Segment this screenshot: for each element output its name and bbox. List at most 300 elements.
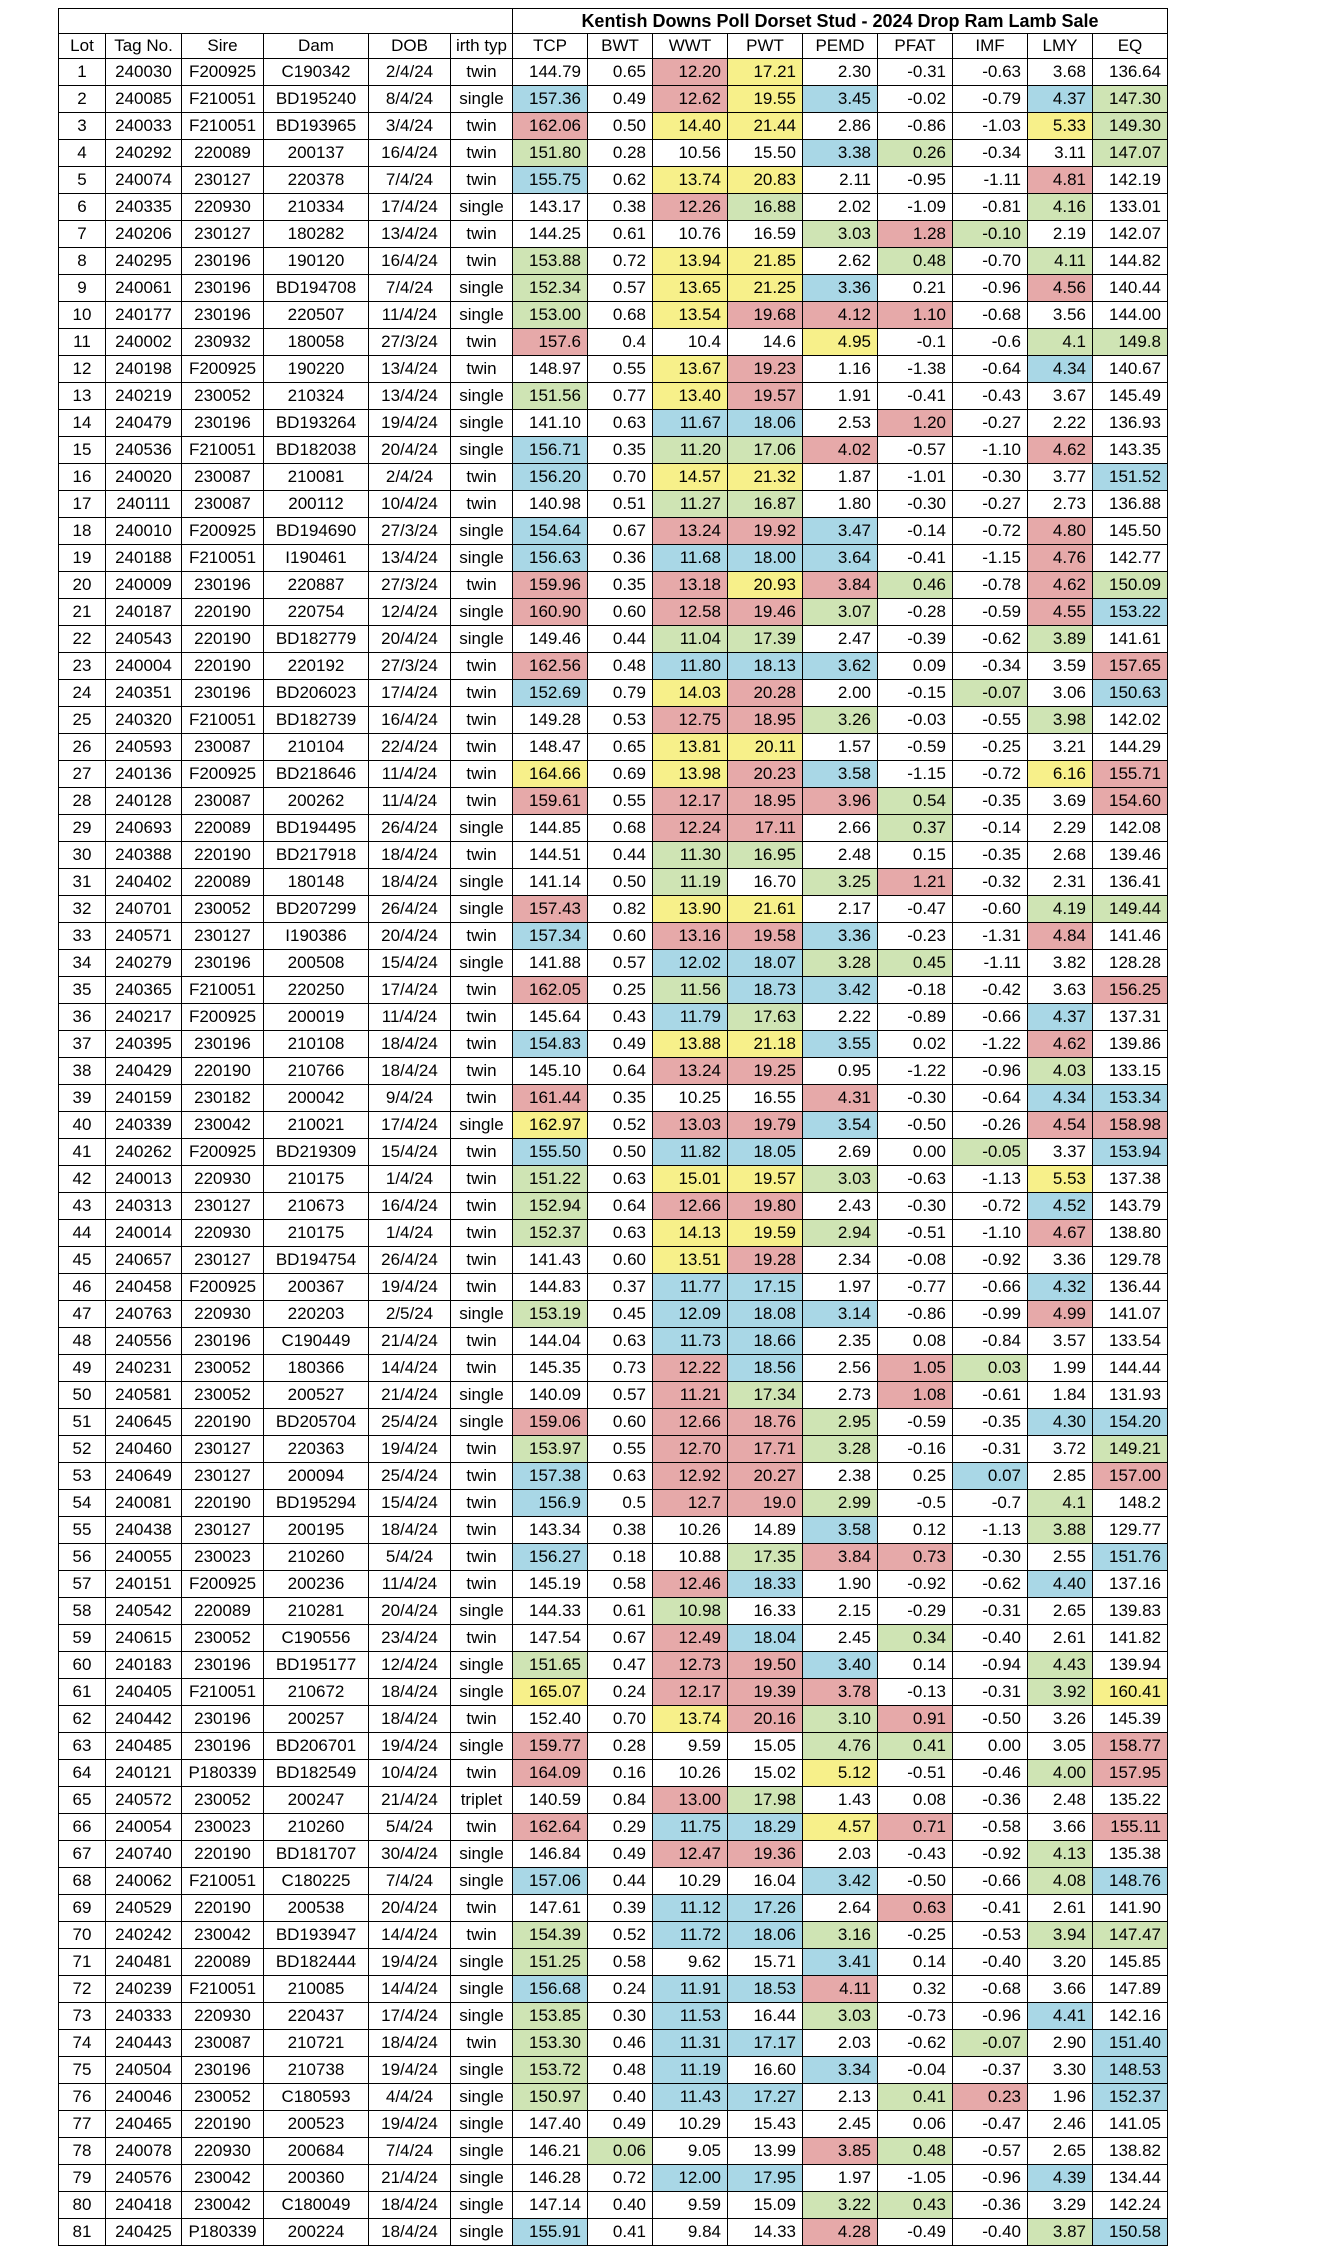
cell-pfat: 0.09 bbox=[878, 653, 953, 680]
cell-sire: 230127 bbox=[182, 1193, 264, 1220]
cell-lmy: 4.16 bbox=[1028, 194, 1093, 221]
cell-pwt: 20.27 bbox=[728, 1463, 803, 1490]
cell-lmy: 4.03 bbox=[1028, 1058, 1093, 1085]
cell-tag: 240320 bbox=[106, 707, 182, 734]
cell-sire: 230196 bbox=[182, 410, 264, 437]
cell-pemd: 3.14 bbox=[803, 1301, 878, 1328]
cell-dam: 210721 bbox=[264, 2030, 369, 2057]
cell-wwt: 12.02 bbox=[653, 950, 728, 977]
header-pemd: PEMD bbox=[803, 34, 878, 59]
cell-tag: 240242 bbox=[106, 1922, 182, 1949]
cell-bwt: 0.49 bbox=[588, 2111, 653, 2138]
cell-dam: 210766 bbox=[264, 1058, 369, 1085]
cell-tag: 240292 bbox=[106, 140, 182, 167]
cell-pwt: 18.00 bbox=[728, 545, 803, 572]
cell-birth-type: single bbox=[451, 1409, 513, 1436]
cell-tag: 240206 bbox=[106, 221, 182, 248]
cell-pfat: 0.21 bbox=[878, 275, 953, 302]
cell-pfat: 0.41 bbox=[878, 2084, 953, 2111]
cell-eq: 143.35 bbox=[1093, 437, 1168, 464]
cell-eq: 151.76 bbox=[1093, 1544, 1168, 1571]
table-row bbox=[59, 2192, 1168, 2219]
cell-wwt: 13.16 bbox=[653, 923, 728, 950]
cell-pfat: 0.54 bbox=[878, 788, 953, 815]
cell-birth-type: single bbox=[451, 518, 513, 545]
cell-eq: 157.65 bbox=[1093, 653, 1168, 680]
cell-pfat: -0.63 bbox=[878, 1166, 953, 1193]
cell-sire: 230087 bbox=[182, 2030, 264, 2057]
cell-tcp: 148.47 bbox=[513, 734, 588, 761]
cell-pfat: -1.22 bbox=[878, 1058, 953, 1085]
cell-pwt: 18.07 bbox=[728, 950, 803, 977]
cell-sire: F210051 bbox=[182, 707, 264, 734]
cell-dob: 19/4/24 bbox=[369, 1274, 451, 1301]
cell-pemd: 3.85 bbox=[803, 2138, 878, 2165]
cell-tcp: 141.10 bbox=[513, 410, 588, 437]
cell-lot: 40 bbox=[59, 1112, 106, 1139]
cell-tcp: 143.34 bbox=[513, 1517, 588, 1544]
cell-pfat: -0.92 bbox=[878, 1571, 953, 1598]
cell-sire: 230052 bbox=[182, 1787, 264, 1814]
cell-sire: F200925 bbox=[182, 518, 264, 545]
cell-eq: 144.44 bbox=[1093, 1355, 1168, 1382]
cell-tag: 240177 bbox=[106, 302, 182, 329]
cell-pfat: 0.15 bbox=[878, 842, 953, 869]
cell-tag: 240033 bbox=[106, 113, 182, 140]
cell-tag: 240581 bbox=[106, 1382, 182, 1409]
cell-pwt: 13.99 bbox=[728, 2138, 803, 2165]
cell-sire: 220930 bbox=[182, 2003, 264, 2030]
cell-sire: 220190 bbox=[182, 1058, 264, 1085]
table-row bbox=[59, 383, 1168, 410]
cell-birth-type: single bbox=[451, 626, 513, 653]
cell-pemd: 4.95 bbox=[803, 329, 878, 356]
cell-pemd: 3.55 bbox=[803, 1031, 878, 1058]
cell-sire: F210051 bbox=[182, 86, 264, 113]
cell-birth-type: twin bbox=[451, 1571, 513, 1598]
table-row bbox=[59, 599, 1168, 626]
cell-dob: 18/4/24 bbox=[369, 1031, 451, 1058]
cell-tag: 240061 bbox=[106, 275, 182, 302]
cell-wwt: 14.03 bbox=[653, 680, 728, 707]
cell-tcp: 145.10 bbox=[513, 1058, 588, 1085]
cell-pemd: 3.42 bbox=[803, 977, 878, 1004]
cell-tcp: 145.19 bbox=[513, 1571, 588, 1598]
cell-dob: 8/4/24 bbox=[369, 86, 451, 113]
cell-pemd: 3.84 bbox=[803, 572, 878, 599]
cell-tag: 240418 bbox=[106, 2192, 182, 2219]
cell-imf: -0.60 bbox=[953, 896, 1028, 923]
cell-birth-type: twin bbox=[451, 140, 513, 167]
cell-wwt: 13.67 bbox=[653, 356, 728, 383]
cell-dob: 18/4/24 bbox=[369, 842, 451, 869]
cell-lot: 13 bbox=[59, 383, 106, 410]
cell-dam: 200360 bbox=[264, 2165, 369, 2192]
cell-bwt: 0.28 bbox=[588, 1733, 653, 1760]
cell-wwt: 13.51 bbox=[653, 1247, 728, 1274]
cell-bwt: 0.38 bbox=[588, 194, 653, 221]
cell-pemd: 2.86 bbox=[803, 113, 878, 140]
cell-dam: 200019 bbox=[264, 1004, 369, 1031]
table-row bbox=[59, 1463, 1168, 1490]
table-row bbox=[59, 329, 1168, 356]
cell-pemd: 3.42 bbox=[803, 1868, 878, 1895]
cell-sire: 230052 bbox=[182, 1382, 264, 1409]
cell-tcp: 140.09 bbox=[513, 1382, 588, 1409]
cell-dam: 180058 bbox=[264, 329, 369, 356]
cell-bwt: 0.41 bbox=[588, 2219, 653, 2246]
table-row bbox=[59, 761, 1168, 788]
cell-eq: 158.98 bbox=[1093, 1112, 1168, 1139]
table-row bbox=[59, 545, 1168, 572]
cell-pfat: 0.41 bbox=[878, 1733, 953, 1760]
cell-pwt: 19.50 bbox=[728, 1652, 803, 1679]
cell-eq: 153.94 bbox=[1093, 1139, 1168, 1166]
cell-tcp: 144.33 bbox=[513, 1598, 588, 1625]
cell-sire: 220089 bbox=[182, 869, 264, 896]
cell-bwt: 0.49 bbox=[588, 1031, 653, 1058]
cell-wwt: 11.67 bbox=[653, 410, 728, 437]
cell-dam: C190342 bbox=[264, 59, 369, 86]
cell-imf: -0.66 bbox=[953, 1274, 1028, 1301]
cell-pemd: 2.62 bbox=[803, 248, 878, 275]
cell-lot: 33 bbox=[59, 923, 106, 950]
cell-pfat: 0.02 bbox=[878, 1031, 953, 1058]
cell-bwt: 0.58 bbox=[588, 1949, 653, 1976]
cell-eq: 142.77 bbox=[1093, 545, 1168, 572]
cell-imf: -0.92 bbox=[953, 1247, 1028, 1274]
cell-dam: C190556 bbox=[264, 1625, 369, 1652]
cell-tcp: 159.06 bbox=[513, 1409, 588, 1436]
cell-bwt: 0.53 bbox=[588, 707, 653, 734]
cell-sire: P180339 bbox=[182, 1760, 264, 1787]
cell-wwt: 13.65 bbox=[653, 275, 728, 302]
cell-tcp: 141.43 bbox=[513, 1247, 588, 1274]
cell-pwt: 20.11 bbox=[728, 734, 803, 761]
cell-dob: 17/4/24 bbox=[369, 680, 451, 707]
cell-dam: 200538 bbox=[264, 1895, 369, 1922]
cell-pemd: 3.40 bbox=[803, 1652, 878, 1679]
cell-imf: -0.40 bbox=[953, 2219, 1028, 2246]
cell-pwt: 20.83 bbox=[728, 167, 803, 194]
table-row bbox=[59, 437, 1168, 464]
cell-dob: 27/3/24 bbox=[369, 653, 451, 680]
table-row bbox=[59, 1409, 1168, 1436]
cell-tcp: 155.50 bbox=[513, 1139, 588, 1166]
cell-imf: -1.31 bbox=[953, 923, 1028, 950]
cell-wwt: 12.26 bbox=[653, 194, 728, 221]
cell-tcp: 153.00 bbox=[513, 302, 588, 329]
cell-lot: 25 bbox=[59, 707, 106, 734]
cell-tag: 240365 bbox=[106, 977, 182, 1004]
cell-pemd: 3.10 bbox=[803, 1706, 878, 1733]
cell-bwt: 0.48 bbox=[588, 653, 653, 680]
cell-pwt: 19.25 bbox=[728, 1058, 803, 1085]
cell-pwt: 18.56 bbox=[728, 1355, 803, 1382]
cell-lot: 19 bbox=[59, 545, 106, 572]
cell-pwt: 19.80 bbox=[728, 1193, 803, 1220]
cell-dam: C180049 bbox=[264, 2192, 369, 2219]
cell-pwt: 15.05 bbox=[728, 1733, 803, 1760]
cell-pfat: -0.41 bbox=[878, 383, 953, 410]
cell-eq: 138.82 bbox=[1093, 2138, 1168, 2165]
cell-pemd: 3.03 bbox=[803, 2003, 878, 2030]
cell-birth-type: single bbox=[451, 1841, 513, 1868]
cell-wwt: 10.56 bbox=[653, 140, 728, 167]
cell-lmy: 3.20 bbox=[1028, 1949, 1093, 1976]
table-row bbox=[59, 2084, 1168, 2111]
cell-tcp: 157.36 bbox=[513, 86, 588, 113]
cell-tcp: 156.63 bbox=[513, 545, 588, 572]
cell-wwt: 10.76 bbox=[653, 221, 728, 248]
cell-birth-type: twin bbox=[451, 491, 513, 518]
cell-birth-type: twin bbox=[451, 167, 513, 194]
cell-pwt: 18.76 bbox=[728, 1409, 803, 1436]
cell-birth-type: twin bbox=[451, 1895, 513, 1922]
cell-bwt: 0.63 bbox=[588, 1328, 653, 1355]
cell-imf: -0.34 bbox=[953, 653, 1028, 680]
cell-eq: 144.29 bbox=[1093, 734, 1168, 761]
cell-pemd: 3.78 bbox=[803, 1679, 878, 1706]
cell-pemd: 2.22 bbox=[803, 1004, 878, 1031]
cell-pwt: 17.17 bbox=[728, 2030, 803, 2057]
cell-pfat: -1.38 bbox=[878, 356, 953, 383]
table-row bbox=[59, 2138, 1168, 2165]
cell-pwt: 18.06 bbox=[728, 410, 803, 437]
cell-bwt: 0.67 bbox=[588, 518, 653, 545]
cell-lmy: 3.56 bbox=[1028, 302, 1093, 329]
cell-lmy: 5.53 bbox=[1028, 1166, 1093, 1193]
cell-lot: 36 bbox=[59, 1004, 106, 1031]
cell-sire: 230196 bbox=[182, 1328, 264, 1355]
cell-dob: 16/4/24 bbox=[369, 140, 451, 167]
cell-pfat: -0.08 bbox=[878, 1247, 953, 1274]
cell-imf: -0.96 bbox=[953, 2165, 1028, 2192]
cell-lmy: 3.88 bbox=[1028, 1517, 1093, 1544]
cell-lot: 9 bbox=[59, 275, 106, 302]
cell-wwt: 13.24 bbox=[653, 1058, 728, 1085]
cell-dam: 210738 bbox=[264, 2057, 369, 2084]
cell-pemd: 1.16 bbox=[803, 356, 878, 383]
cell-dob: 20/4/24 bbox=[369, 626, 451, 653]
cell-lot: 75 bbox=[59, 2057, 106, 2084]
cell-lmy: 4.41 bbox=[1028, 2003, 1093, 2030]
cell-bwt: 0.24 bbox=[588, 1679, 653, 1706]
table-row bbox=[59, 2003, 1168, 2030]
cell-tag: 240339 bbox=[106, 1112, 182, 1139]
cell-pwt: 19.36 bbox=[728, 1841, 803, 1868]
cell-tcp: 165.07 bbox=[513, 1679, 588, 1706]
cell-bwt: 0.50 bbox=[588, 1139, 653, 1166]
cell-tag: 240313 bbox=[106, 1193, 182, 1220]
table-row bbox=[59, 1625, 1168, 1652]
cell-dob: 11/4/24 bbox=[369, 302, 451, 329]
cell-bwt: 0.40 bbox=[588, 2192, 653, 2219]
cell-birth-type: single bbox=[451, 86, 513, 113]
cell-bwt: 0.68 bbox=[588, 815, 653, 842]
cell-pwt: 17.21 bbox=[728, 59, 803, 86]
cell-bwt: 0.37 bbox=[588, 1274, 653, 1301]
cell-dob: 18/4/24 bbox=[369, 869, 451, 896]
cell-pemd: 2.99 bbox=[803, 1490, 878, 1517]
header-eq: EQ bbox=[1093, 34, 1168, 59]
cell-birth-type: twin bbox=[451, 707, 513, 734]
cell-eq: 142.19 bbox=[1093, 167, 1168, 194]
cell-lmy: 2.48 bbox=[1028, 1787, 1093, 1814]
cell-pemd: 3.54 bbox=[803, 1112, 878, 1139]
cell-tag: 240615 bbox=[106, 1625, 182, 1652]
cell-tcp: 153.97 bbox=[513, 1436, 588, 1463]
cell-bwt: 0.50 bbox=[588, 869, 653, 896]
cell-tag: 240645 bbox=[106, 1409, 182, 1436]
cell-eq: 155.71 bbox=[1093, 761, 1168, 788]
cell-wwt: 12.70 bbox=[653, 1436, 728, 1463]
cell-tag: 240333 bbox=[106, 2003, 182, 2030]
table-row bbox=[59, 1571, 1168, 1598]
cell-lot: 35 bbox=[59, 977, 106, 1004]
cell-pfat: -1.05 bbox=[878, 2165, 953, 2192]
cell-bwt: 0.67 bbox=[588, 1625, 653, 1652]
cell-lot: 34 bbox=[59, 950, 106, 977]
cell-lot: 67 bbox=[59, 1841, 106, 1868]
cell-birth-type: single bbox=[451, 1868, 513, 1895]
table-row bbox=[59, 1112, 1168, 1139]
cell-lmy: 3.06 bbox=[1028, 680, 1093, 707]
cell-dob: 23/4/24 bbox=[369, 1625, 451, 1652]
header-dam: Dam bbox=[264, 34, 369, 59]
table-row bbox=[59, 815, 1168, 842]
cell-wwt: 11.21 bbox=[653, 1382, 728, 1409]
cell-sire: 230052 bbox=[182, 1625, 264, 1652]
cell-pfat: -0.49 bbox=[878, 2219, 953, 2246]
cell-sire: 220190 bbox=[182, 599, 264, 626]
cell-pfat: 0.48 bbox=[878, 248, 953, 275]
table-row bbox=[59, 1436, 1168, 1463]
cell-tcp: 152.40 bbox=[513, 1706, 588, 1733]
cell-dam: BD195240 bbox=[264, 86, 369, 113]
cell-pfat: 0.91 bbox=[878, 1706, 953, 1733]
cell-lot: 66 bbox=[59, 1814, 106, 1841]
cell-lot: 56 bbox=[59, 1544, 106, 1571]
cell-dob: 15/4/24 bbox=[369, 1139, 451, 1166]
cell-lot: 6 bbox=[59, 194, 106, 221]
cell-bwt: 0.4 bbox=[588, 329, 653, 356]
table-row bbox=[59, 221, 1168, 248]
cell-pfat: -1.15 bbox=[878, 761, 953, 788]
cell-pemd: 3.38 bbox=[803, 140, 878, 167]
cell-sire: 220089 bbox=[182, 815, 264, 842]
cell-tag: 240062 bbox=[106, 1868, 182, 1895]
cell-wwt: 9.05 bbox=[653, 2138, 728, 2165]
cell-lmy: 4.99 bbox=[1028, 1301, 1093, 1328]
cell-eq: 133.15 bbox=[1093, 1058, 1168, 1085]
cell-bwt: 0.44 bbox=[588, 1868, 653, 1895]
cell-pemd: 1.57 bbox=[803, 734, 878, 761]
cell-lot: 79 bbox=[59, 2165, 106, 2192]
cell-bwt: 0.84 bbox=[588, 1787, 653, 1814]
cell-lmy: 3.36 bbox=[1028, 1247, 1093, 1274]
cell-wwt: 11.20 bbox=[653, 437, 728, 464]
cell-imf: -0.31 bbox=[953, 1679, 1028, 1706]
cell-eq: 133.54 bbox=[1093, 1328, 1168, 1355]
cell-dob: 30/4/24 bbox=[369, 1841, 451, 1868]
cell-pfat: 1.28 bbox=[878, 221, 953, 248]
cell-dob: 14/4/24 bbox=[369, 1976, 451, 2003]
cell-dob: 11/4/24 bbox=[369, 788, 451, 815]
cell-wwt: 12.20 bbox=[653, 59, 728, 86]
cell-imf: -0.40 bbox=[953, 1625, 1028, 1652]
cell-pemd: 2.95 bbox=[803, 1409, 878, 1436]
table-row bbox=[59, 977, 1168, 1004]
cell-pemd: 3.26 bbox=[803, 707, 878, 734]
header-bwt: BWT bbox=[588, 34, 653, 59]
cell-pwt: 18.33 bbox=[728, 1571, 803, 1598]
cell-birth-type: twin bbox=[451, 113, 513, 140]
cell-tcp: 152.37 bbox=[513, 1220, 588, 1247]
cell-pemd: 2.11 bbox=[803, 167, 878, 194]
cell-pemd: 2.66 bbox=[803, 815, 878, 842]
cell-lmy: 4.81 bbox=[1028, 167, 1093, 194]
cell-pwt: 18.73 bbox=[728, 977, 803, 1004]
cell-lot: 76 bbox=[59, 2084, 106, 2111]
cell-dob: 15/4/24 bbox=[369, 1490, 451, 1517]
table-row bbox=[59, 194, 1168, 221]
cell-dob: 21/4/24 bbox=[369, 1382, 451, 1409]
cell-dam: 210672 bbox=[264, 1679, 369, 1706]
cell-dam: 210081 bbox=[264, 464, 369, 491]
cell-eq: 149.30 bbox=[1093, 113, 1168, 140]
cell-eq: 158.77 bbox=[1093, 1733, 1168, 1760]
cell-wwt: 11.43 bbox=[653, 2084, 728, 2111]
cell-lot: 29 bbox=[59, 815, 106, 842]
cell-pemd: 3.96 bbox=[803, 788, 878, 815]
cell-pemd: 0.95 bbox=[803, 1058, 878, 1085]
cell-dam: 180148 bbox=[264, 869, 369, 896]
cell-wwt: 11.91 bbox=[653, 1976, 728, 2003]
cell-lot: 81 bbox=[59, 2219, 106, 2246]
cell-pfat: 0.08 bbox=[878, 1328, 953, 1355]
cell-dob: 11/4/24 bbox=[369, 761, 451, 788]
cell-dob: 20/4/24 bbox=[369, 923, 451, 950]
cell-lmy: 4.37 bbox=[1028, 1004, 1093, 1031]
cell-imf: -0.53 bbox=[953, 1922, 1028, 1949]
table-row bbox=[59, 1787, 1168, 1814]
cell-lmy: 3.89 bbox=[1028, 626, 1093, 653]
cell-pwt: 16.70 bbox=[728, 869, 803, 896]
cell-tcp: 140.98 bbox=[513, 491, 588, 518]
cell-dob: 21/4/24 bbox=[369, 2165, 451, 2192]
cell-tcp: 147.14 bbox=[513, 2192, 588, 2219]
cell-dam: BD217918 bbox=[264, 842, 369, 869]
cell-dob: 12/4/24 bbox=[369, 599, 451, 626]
cell-dam: 200262 bbox=[264, 788, 369, 815]
cell-pemd: 3.16 bbox=[803, 1922, 878, 1949]
cell-tag: 240335 bbox=[106, 194, 182, 221]
cell-birth-type: twin bbox=[451, 59, 513, 86]
cell-eq: 144.82 bbox=[1093, 248, 1168, 275]
cell-dob: 17/4/24 bbox=[369, 194, 451, 221]
cell-tcp: 160.90 bbox=[513, 599, 588, 626]
cell-birth-type: triplet bbox=[451, 1787, 513, 1814]
cell-pfat: -0.30 bbox=[878, 1193, 953, 1220]
cell-pemd: 2.00 bbox=[803, 680, 878, 707]
cell-wwt: 9.62 bbox=[653, 1949, 728, 1976]
cell-eq: 151.40 bbox=[1093, 2030, 1168, 2057]
cell-lmy: 4.11 bbox=[1028, 248, 1093, 275]
cell-imf: -0.30 bbox=[953, 464, 1028, 491]
cell-birth-type: single bbox=[451, 1679, 513, 1706]
cell-pemd: 2.30 bbox=[803, 59, 878, 86]
